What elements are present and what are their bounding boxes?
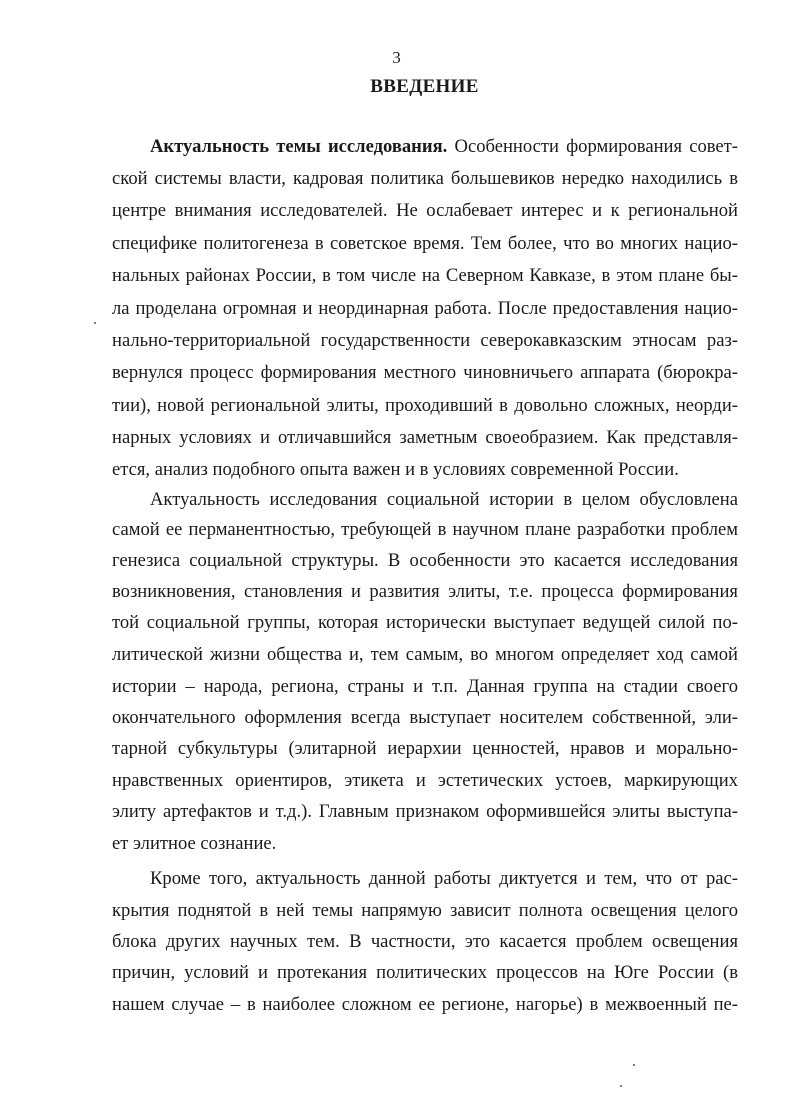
paragraph-2-line-12: ет элитное сознание. [112,833,277,854]
paragraph-1-line-11: ется, анализ подобного опыта важен и в условиях современной России. [112,459,679,480]
paragraph-1-line-1: Актуальность темы исследования. Особенности формирования совет- [150,136,738,157]
paragraph-2-line-9: тарной субкультуры (элитарной иерархии ценностей, нравов и морально- [112,738,738,759]
paragraph-2-line-7: истории – народа, региона, страны и т.п. Данная группа на стадии своего [112,676,738,697]
paragraph-3-line-3: блока других научных тем. В частности, это касается проблем освещения [112,931,738,952]
scan-speck [633,1064,635,1066]
page-number: 3 [392,48,401,67]
paragraph-3-line-4: причин, условий и протекания политических процессов на Юге России (в [112,962,738,983]
paragraph-1-line-9: тии), новой региональной элиты, проходивший в довольно сложных, неорди- [112,395,738,416]
section-heading: ВВЕДЕНИЕ [370,76,479,97]
paragraph-1-line-3: центре внимания исследователей. Не ослабевает интерес и к региональной [112,200,738,221]
scan-speck [620,1085,622,1087]
paragraph-3-line-2: крытия поднятой в ней темы напрямую зависит полнота освещения целого [112,900,738,921]
paragraph-1-line-10: нарных условиях и отличавшийся заметным своеобразием. Как представля- [112,427,738,448]
paragraph-2-line-6: литической жизни общества и, тем самым, во многом определяет ход самой [112,644,738,665]
paragraph-1-line-6: ла проделана огромная и неординарная работа. После предоставления нацио- [112,298,738,319]
paragraph-1-line-5: нальных районах России, в том числе на Северном Кавказе, в этом плане бы- [112,265,738,286]
paragraph-1-lead: Актуальность темы исследования. [150,136,448,157]
paragraph-3-line-1: Кроме того, актуальность данной работы диктуется и тем, что от рас- [150,868,738,889]
paragraph-2-line-11: элиту артефактов и т.д.). Главным признаком оформившейся элиты выступа- [112,801,738,822]
paragraph-2-line-8: окончательного оформления всегда выступает носителем собственной, эли- [112,707,738,728]
paragraph-2-line-3: генезиса социальной структуры. В особенности это касается исследования [112,550,738,571]
paragraph-2-line-10: нравственных ориентиров, этикета и эстетических устоев, маркирующих [112,770,738,791]
paragraph-3-line-5: нашем случае – в наиболее сложном ее регионе, нагорье) в межвоенный пе- [112,994,738,1015]
paragraph-2-line-5: той социальной группы, которая исторически выступает ведущей силой по- [112,612,738,633]
paragraph-2-line-2: самой ее перманентностью, требующей в научном плане разработки проблем [112,519,738,540]
paragraph-1-line-7: нально-территориальной государственности северокавказским этносам раз- [112,330,738,351]
paragraph-2-line-4: возникновения, становления и развития элиты, т.е. процесса формирования [112,581,738,602]
paragraph-1-line-2: ской системы власти, кадровая политика большевиков нередко находились в [112,168,738,189]
scan-speck [94,322,96,324]
paragraph-2-line-1: Актуальность исследования социальной истории в целом обусловлена [150,489,738,510]
paragraph-1-line-8: вернулся процесс формирования местного чиновничьего аппарата (бюрокра- [112,362,738,383]
paragraph-1-line-4: специфике политогенеза в советское время. Тем более, что во многих нацио- [112,233,738,254]
